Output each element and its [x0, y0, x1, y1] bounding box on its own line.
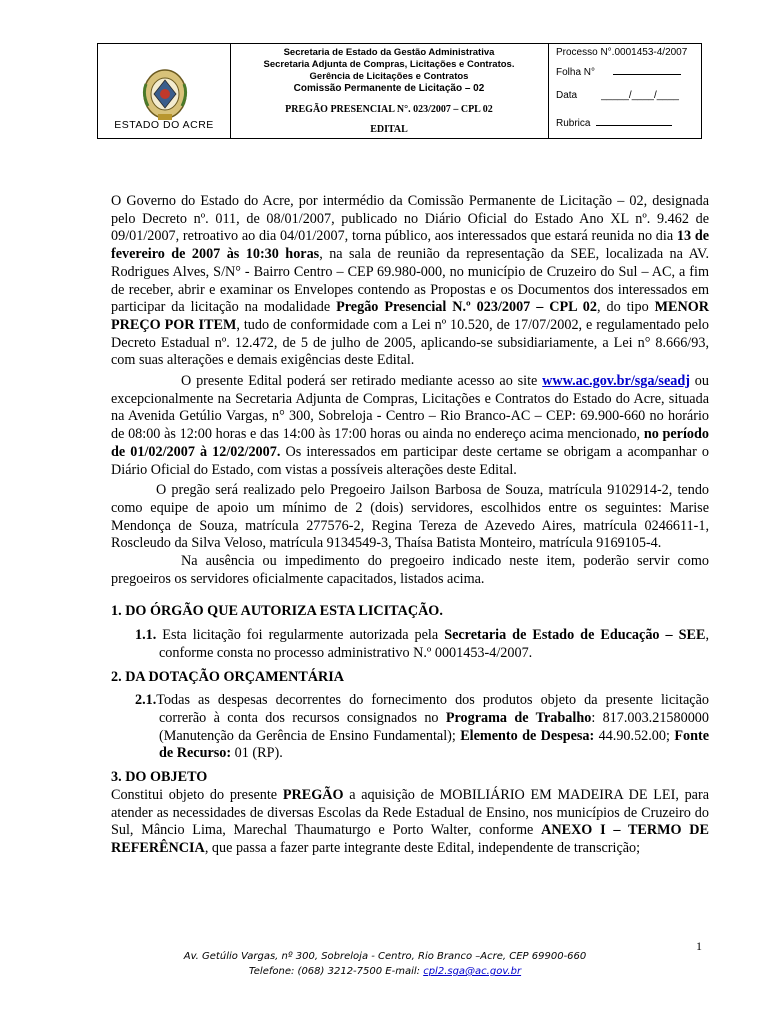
org-line-1: Secretaria de Estado da Gestão Administrativa	[283, 47, 495, 58]
data-label: Data	[556, 90, 578, 101]
intro-paragraph-2: O presente Edital poderá ser retirado mediante acesso ao site www.ac.gov.br/sga/seadj ou excepcionalmente na Secretaria Adjunta de Compras, Licitações e Contratos do Estado do Acre, situada na Avenida Getúlio Vargas, n° 300, Sobreloja - Centro – Rio Branco-AC – CEP: 69.900-660 no horário de 08:00 às 12:00 horas e das 14:00 às 17:00 horas ou ainda no endereço acima mencionado, no período de 01/02/2007 à 12/02/2007. Os interessados em participar deste certame se obrigam a acompanhar o Diário Oficial do Estado, com vistas a possíveis alterações deste Edital.	[111, 373, 709, 478]
section-2-1: 2.1.Todas as despesas decorrentes do fornecimento dos produtos objeto da presente licitação correrão à conta dos recursos consignados no Programa de Trabalho: 817.003.21580000 (Manutenção da Gerência de Ensino Fundamental); Elemento de Despesa: 44.90.52.00; Fonte de Recurso: 01 (RP).	[135, 692, 709, 762]
org-line-3: Gerência de Licitações e Contratos	[309, 71, 469, 82]
state-label: ESTADO DO ACRE	[114, 119, 214, 131]
document-body	[111, 193, 709, 858]
section-2-title: 2. DA DOTAÇÃO ORÇAMENTÁRIA	[111, 668, 345, 685]
rubrica-blank	[596, 125, 672, 126]
org-line-2: Secretaria Adjunta de Compras, Licitações e Contratos.	[263, 59, 515, 70]
footer-address: Av. Getúlio Vargas, nº 300, Sobreloja - Centro, Rio Branco –Acre, CEP 69900-660	[183, 951, 587, 962]
header-process-cell	[549, 44, 701, 138]
data-blank: _____/____/____	[601, 90, 679, 101]
footer-contact	[0, 964, 770, 979]
acre-state-seal-icon	[142, 64, 188, 124]
org-line-4: Comissão Permanente de Licitação – 02	[293, 83, 485, 94]
section-1-title: 1. DO ÓRGÃO QUE AUTORIZA ESTA LICITAÇÃO.	[111, 603, 443, 620]
header-seal-cell	[98, 44, 231, 138]
intro-paragraph-1: O Governo do Estado do Acre, por intermédio da Comissão Permanente de Licitação – 02, designada pelo Decreto nº. 011, de 08/01/2007, publicado no Diário Oficial do Estado Ano XL nº. 9.462 de 09/01/2007, retroativo ao dia 04/01/2007, torna público, aos interessados que estará reunida no dia 13 de fevereiro de 2007 às 10:30 horas, na sala de reunião da representação da SEE, localizada na AV. Rodrigues Alves, S/N° - Bairro Centro – CEP 69.980-000, no município de Cruzeiro do Sul – AC, a fim de receber, abrir e examinar os Envelopes contendo as Propostas e os Documentos dos interessados em participar da licitação na modalidade Pregão Presencial N.º 023/2007 – CPL 02, do tipo MENOR PREÇO POR ITEM, tudo de conformidade com a Lei nº 10.520, de 17/07/2002, e regulamentado pelo Decreto Estadual nº. 12.472, de 5 de julho de 2005, aplicando-se subsidiariamente, a Lei n° 8.666/93, com suas alterações e demais exigências deste Edital.	[111, 193, 710, 369]
header-org-cell	[230, 44, 549, 138]
intro-paragraph-4: Na ausência ou impedimento do pregoeiro indicado neste item, poderão servir como pregoeiros os servidores oficialmente capacitados, listados acima.	[111, 553, 709, 587]
section-1-1: 1.1. Esta licitação foi regularmente autorizada pela Secretaria de Estado de Educação – SEE, conforme consta no processo administrativo N.º 0001453-4/2007.	[135, 627, 709, 661]
edital-site-link[interactable]: www.ac.gov.br/sga/seadj	[542, 373, 690, 390]
footer-email-link[interactable]: cpl2.sga@ac.gov.br	[423, 966, 522, 977]
page-number: 1	[696, 939, 702, 953]
folha-blank	[613, 74, 681, 75]
pregao-title: PREGÃO PRESENCIAL N°. 023/2007 – CPL 02	[285, 104, 493, 115]
section-3-title: 3. DO OBJETO	[111, 769, 208, 786]
edital-title: EDITAL	[370, 124, 408, 135]
footer-phone: Telefone: (068) 3212-7500 E-mail:	[248, 966, 424, 977]
intro-paragraph-3: O pregão será realizado pelo Pregoeiro Jailson Barbosa de Souza, matrícula 9102914-2, tendo como equipe de apoio um mínimo de 2 (dois) servidores, escolhidos entre os seguintes: Marise Mendonça de Souza, matrícula 277576-2, Regina Tereza de Azevedo Aires, matrícula 0246611-1, Roscleudo da Silva Veloso, matrícula 9134549-3, Thaísa Batista Monteiro, matrícula 9169105-4.	[111, 482, 709, 552]
processo-number: Processo N°.0001453-4/2007	[556, 47, 688, 58]
page-footer	[0, 949, 770, 979]
folha-label: Folha N°	[556, 67, 596, 78]
document-header	[97, 43, 702, 139]
section-3-text: Constitui objeto do presente PREGÃO a aquisição de MOBILIÁRIO EM MADEIRA DE LEI, para atender as necessidades de diversas Escolas da Rede Estadual de Ensino, nos municípios de Cruzeiro do Sul, Mâncio Lima, Marechal Thaumaturgo e Porto Walter, conforme ANEXO I – TERMO DE REFERÊNCIA, que passa a fazer parte integrante deste Edital, independente de transcrição;	[111, 786, 710, 856]
rubrica-label: Rubrica	[556, 118, 591, 129]
